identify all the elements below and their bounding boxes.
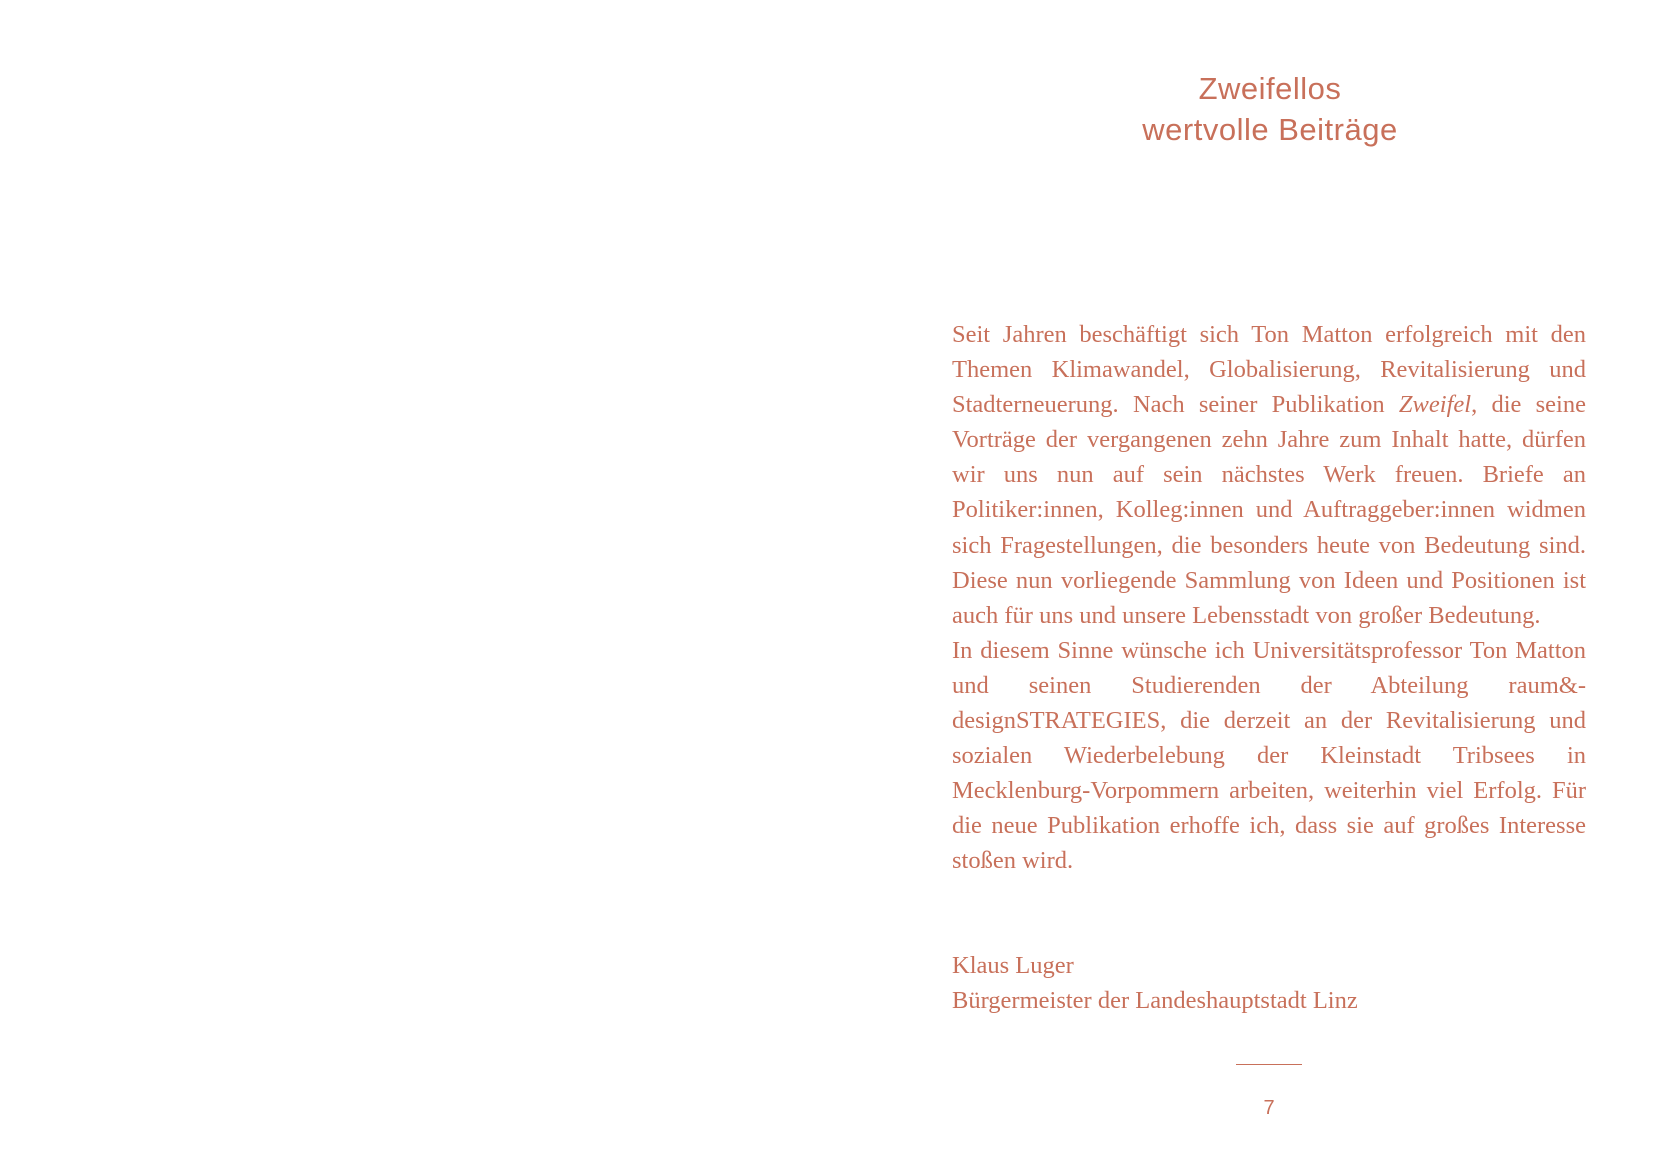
paragraph-1-before-italic: Seit Jahren beschäftigt sich Ton Matton erfolgreich mit den Themen Klimawandel, Globalisierung, Revitalisierung und Stadterneuerung. Nach seiner Publikation <box>952 321 1586 419</box>
title-line-2: wertvolle Beiträge <box>1142 112 1398 147</box>
title-line-1: Zweifellos <box>1198 71 1342 106</box>
signature-name: Klaus Luger <box>952 952 1074 979</box>
signature-block <box>952 948 1586 1018</box>
paragraph-2: In diesem Sinne wünsche ich Universitätsprofessor Ton Matton und seinen Studierenden der Abteilung raum&designSTRATEGIES, die derzeit an der Revitalisierung und sozialen Wiederbelebung der Kleinstadt Tribsees in Mecklenburg-Vorpommern arbeiten, weiterhin viel Erfolg. Für die neue Publikation erhoffe ich, dass sie auf großes Interesse stoßen wird. <box>952 636 1586 875</box>
signature-role: Bürgermeister der Landeshauptstadt Linz <box>952 987 1358 1015</box>
paragraph-1 <box>952 317 1586 633</box>
page-number: 7 <box>1263 1097 1275 1119</box>
paragraph-1-after-italic: , die seine Vorträge der vergangenen zehn Jahre zum Inhalt hatte, dürfen wir uns nun auf sein nächstes Werk freuen. Briefe an Politiker:innen, Kolleg:innen und Auftraggeber:innen widmen sich Fragestellungen, die besonders heute von Bedeutung sind. Diese nun vorliegende Sammlung von Ideen und Positionen ist auch für uns und unsere Lebensstadt von großer Bedeutung. <box>952 391 1586 629</box>
book-title-italic: Zweifel <box>1398 391 1472 419</box>
body-text <box>952 317 1586 879</box>
folio-rule <box>1236 1064 1302 1065</box>
page-title <box>1070 68 1470 150</box>
